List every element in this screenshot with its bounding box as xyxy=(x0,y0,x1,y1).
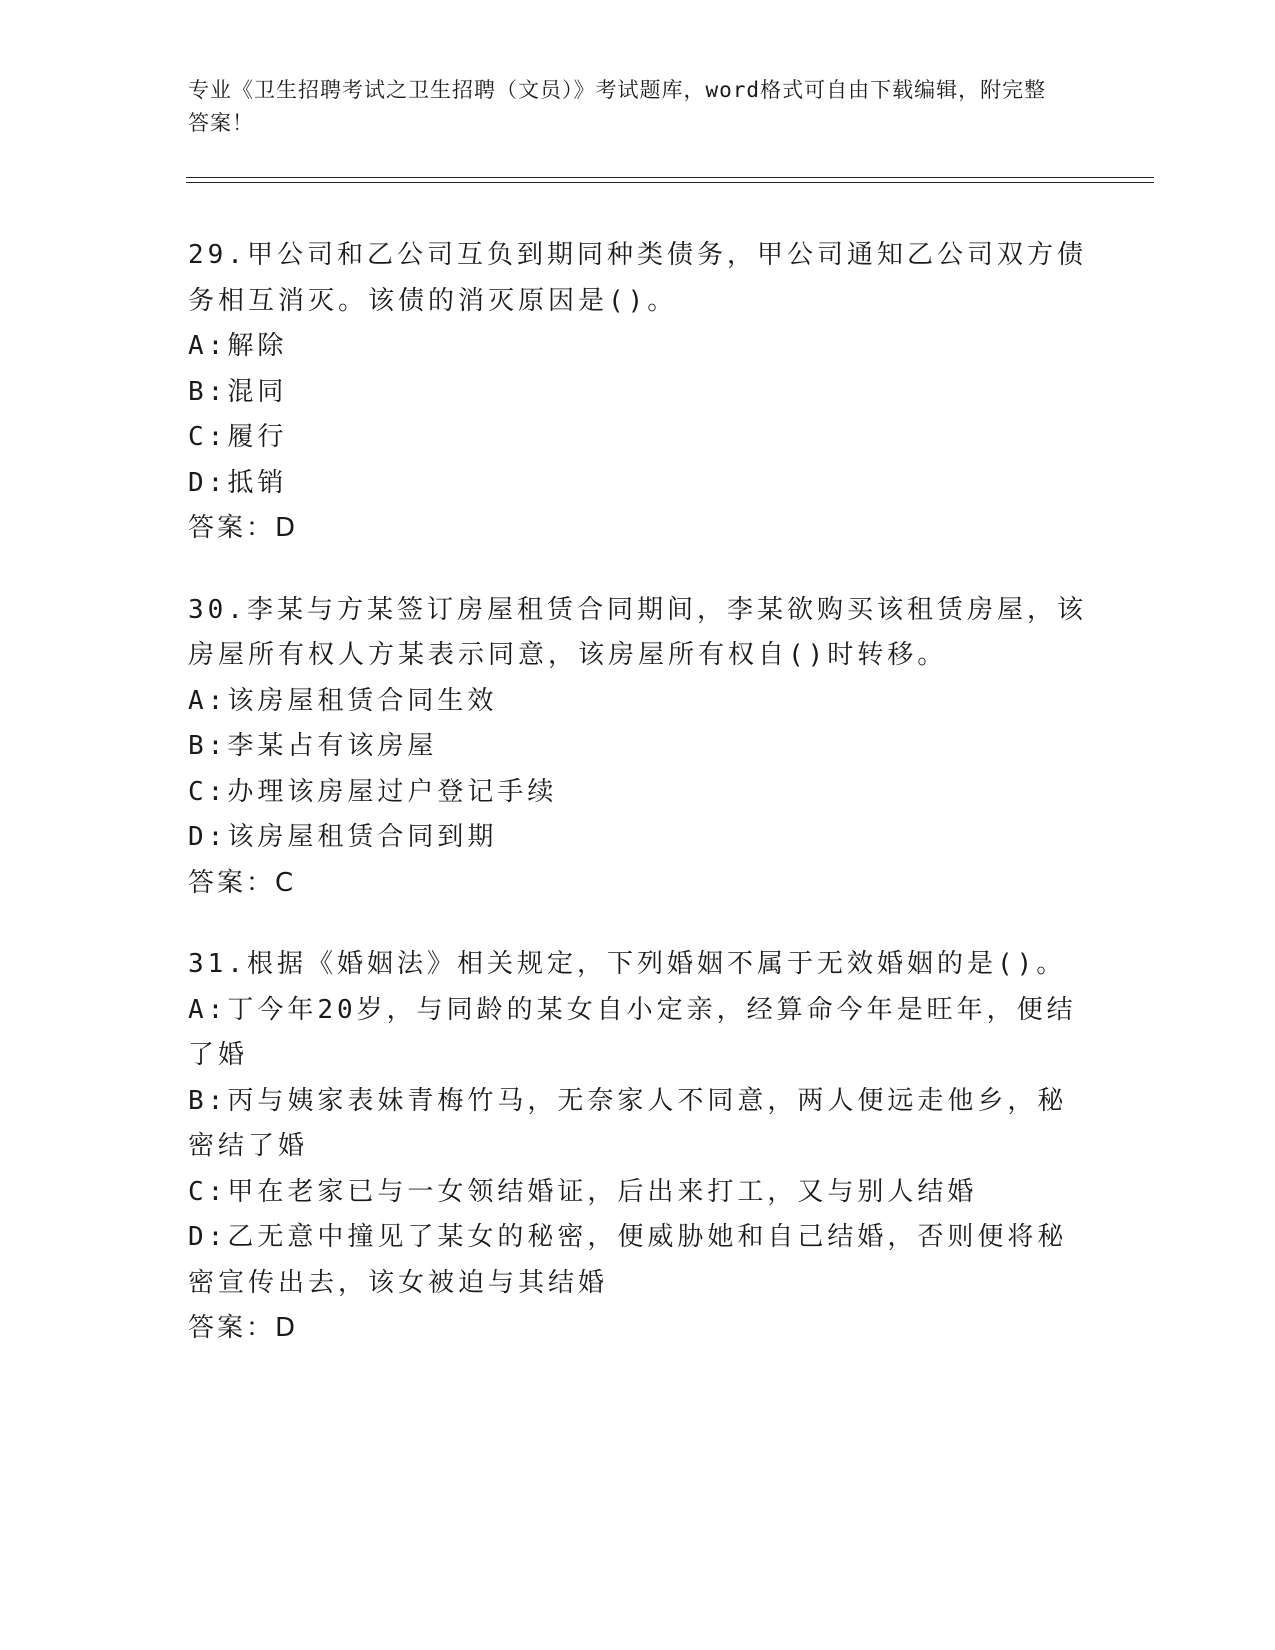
option-letter: A: xyxy=(188,331,228,361)
option-d xyxy=(188,1215,1088,1306)
option-letter: D: xyxy=(188,467,228,498)
option-b xyxy=(188,724,1088,770)
option-text: 混同 xyxy=(227,376,288,407)
option-letter: B: xyxy=(188,1085,228,1116)
question-30 xyxy=(188,588,1088,907)
option-text: 解除 xyxy=(227,331,288,361)
option-d xyxy=(188,815,1088,861)
answer-label: 答案：D xyxy=(188,1313,299,1343)
answer-label: 答案：C xyxy=(188,867,297,898)
header-divider-top xyxy=(186,177,1154,178)
option-text: 李某占有该房屋 xyxy=(227,731,438,761)
option-d xyxy=(188,461,1088,507)
option-a xyxy=(188,988,1088,1079)
option-text: 该房屋租赁合同到期 xyxy=(227,822,498,852)
option-text: 乙无意中撞见了某女的秘密，便威胁她和自己结婚，否则便将秘密宣传出去，该女被迫与其结婚 xyxy=(188,1222,1068,1298)
question-text: 30.李某与方某签订房屋租赁合同期间，李某欲购买该租赁房屋，该房屋所有权人方某表示同意，该房屋所有权自()时转移。 xyxy=(188,594,1087,670)
option-letter: C: xyxy=(188,1176,228,1207)
option-letter: A: xyxy=(188,994,228,1025)
question-list xyxy=(188,233,1088,1388)
header-divider-bottom xyxy=(186,182,1154,183)
option-letter: D: xyxy=(188,822,228,852)
option-text: 该房屋租赁合同生效 xyxy=(227,685,498,716)
option-b xyxy=(188,370,1088,416)
option-letter: C: xyxy=(188,422,228,452)
option-letter: D: xyxy=(188,1222,228,1252)
option-a xyxy=(188,324,1088,370)
question-text: 29.甲公司和乙公司互负到期同种类债务，甲公司通知乙公司双方债务相互消灭。该债的消灭原因是()。 xyxy=(188,240,1087,316)
question-31 xyxy=(188,942,1088,1352)
document-header: 专业《卫生招聘考试之卫生招聘（文员）》考试题库，word格式可自由下载编辑，附完整答案！ xyxy=(188,78,1047,135)
option-letter: C: xyxy=(188,776,228,807)
option-c xyxy=(188,770,1088,816)
option-b xyxy=(188,1079,1088,1170)
option-letter: B: xyxy=(188,731,228,761)
option-text: 抵销 xyxy=(227,467,288,498)
option-text: 办理该房屋过户登记手续 xyxy=(227,776,558,807)
option-letter: A: xyxy=(188,685,228,716)
option-c xyxy=(188,1170,1088,1216)
option-c xyxy=(188,415,1088,461)
option-text: 履行 xyxy=(227,422,288,452)
question-text: 31.根据《婚姻法》相关规定，下列婚姻不属于无效婚姻的是()。 xyxy=(188,949,1067,979)
option-text: 甲在老家已与一女领结婚证，后出来打工，又与别人结婚 xyxy=(227,1176,978,1207)
answer-label: 答案：D xyxy=(188,513,299,543)
question-29 xyxy=(188,233,1088,552)
option-a xyxy=(188,679,1088,725)
option-text: 丙与姨家表妹青梅竹马，无奈家人不同意，两人便远走他乡，秘密结了婚 xyxy=(188,1085,1068,1161)
option-letter: B: xyxy=(188,376,228,407)
option-text: 丁今年20岁，与同龄的某女自小定亲，经算命今年是旺年，便结了婚 xyxy=(188,994,1077,1070)
